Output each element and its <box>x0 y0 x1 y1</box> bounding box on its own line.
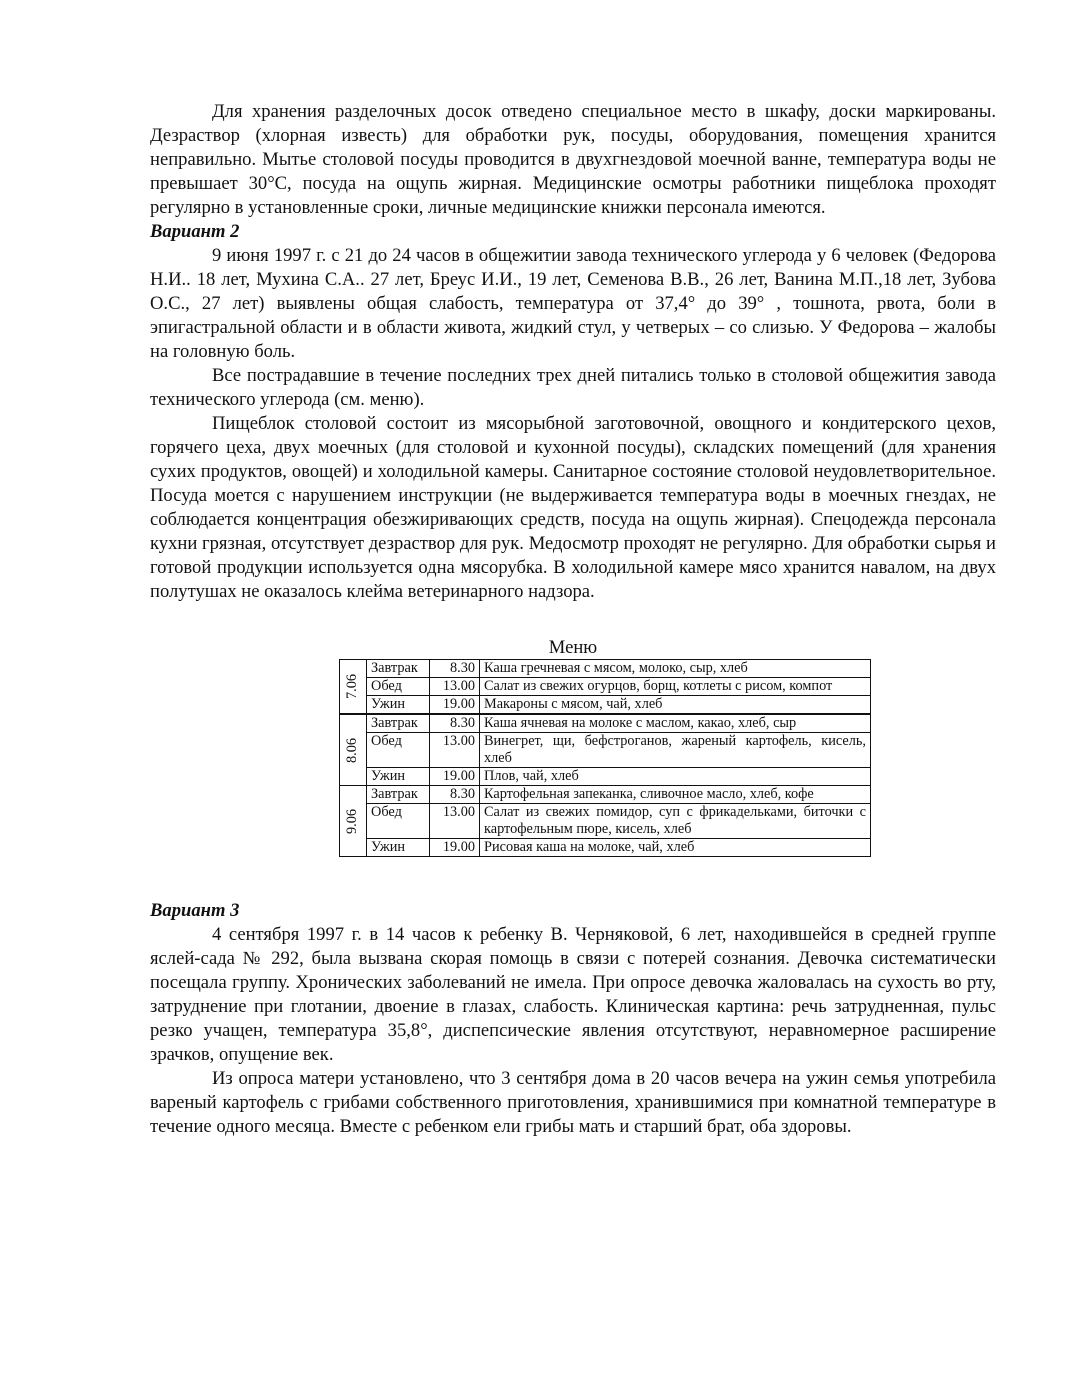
menu-meal-cell: Ужин <box>367 839 430 857</box>
menu-meal-cell: Завтрак <box>367 786 430 804</box>
variant-2-paragraph-3: Пищеблок столовой состоит из мясорыбной заготовочной, овощного и кондитерского цехов, горячего цеха, двух моечных (для столовой и кухонной посуды), складских помещений (для хранения сухих продуктов, овощей) и холодильной камеры. Санитарное состояние столовой неудовлетворительное. Посуда моется с нарушением инструкции (не выдерживается температура воды в моечных гнездах, не соблюдается концентрация обезжиривающих средств, посуда на ощупь жирная). Спецодежда персонала кухни грязная, отсутствует дезраствор для рук. Медосмотр проходят не регулярно. Для обработки сырья и готовой продукции используется одна мясорубка. В холодильной камере мясо хранится навалом, на двух полутушах не оказалось клейма ветеринарного надзора. <box>150 413 996 602</box>
menu-dish-cell: Макароны с мясом, чай, хлеб <box>480 696 871 715</box>
menu-day-cell <box>340 660 367 715</box>
menu-dish-cell: Картофельная запеканка, сливочное масло, хлеб, кофе <box>480 786 871 804</box>
section-spacer <box>150 857 996 899</box>
menu-row <box>340 804 871 839</box>
menu-time-cell: 13.00 <box>430 804 480 839</box>
menu-dish-cell: Салат из свежих огурцов, борщ, котлеты с рисом, компот <box>480 678 871 696</box>
menu-row <box>340 678 871 696</box>
menu-dish-cell: Винегрет, щи, бефстроганов, жареный картофель, кисель, хлеб <box>480 733 871 768</box>
menu-time-cell: 8.30 <box>430 714 480 733</box>
menu-dish-cell: Рисовая каша на молоке, чай, хлеб <box>480 839 871 857</box>
variant-3-paragraph-1: 4 сентября 1997 г. в 14 часов к ребенку В. Черняковой, 6 лет, находившейся в средней группе яслей-сада № 292, была вызвана скорая помощь в связи с потерей сознания. Девочка систематически посещала группу. Хронических заболеваний не имела. При опросе девочка жаловалась на сухость во рту, затруднение при глотании, двоение в глазах, слабость. Клиническая картина: речь затрудненная, пульс резко учащен, температура 35,8°, диспепсические явления отсутствуют, неравномерное расширение зрачков, опущение век. <box>150 924 996 1065</box>
menu-day-label: 8.06 <box>344 737 361 763</box>
variant-2-heading: Вариант 2 <box>150 221 240 242</box>
menu-time-cell: 13.00 <box>430 678 480 696</box>
menu-row <box>340 786 871 804</box>
menu-meal-cell: Обед <box>367 804 430 839</box>
menu-time-cell: 8.30 <box>430 660 480 678</box>
document-page <box>150 100 996 1139</box>
menu-meal-cell: Обед <box>367 678 430 696</box>
menu-meal-cell: Завтрак <box>367 714 430 733</box>
menu-meal-cell: Обед <box>367 733 430 768</box>
menu-title: Меню <box>548 637 598 658</box>
menu-time-cell: 19.00 <box>430 839 480 857</box>
menu-dish-cell: Каша ячневая на молоке с маслом, какао, хлеб, сыр <box>480 714 871 733</box>
variant-2-paragraph-2: Все пострадавшие в течение последних трех дней питались только в столовой общежития завода технического углерода (см. меню). <box>150 365 996 410</box>
variant-2-paragraph-1: 9 июня 1997 г. с 21 до 24 часов в общежитии завода технического углерода у 6 человек (Федорова Н.И.. 18 лет, Мухина С.А.. 27 лет, Бреус И.И., 19 лет, Семенова В.В., 26 лет, Ванина М.П.,18 лет, Зубова О.С., 27 лет) выявлены общая слабость, температура от 37,4° до 39° , тошнота, рвота, боли в эпигастральной области и в области живота, жидкий стул, у четверых – со слизью. У Федорова – жалобы на головную боль. <box>150 245 996 362</box>
menu-day-label: 7.06 <box>344 673 361 700</box>
menu-day-cell <box>340 786 367 857</box>
menu-dish-cell: Плов, чай, хлеб <box>480 768 871 786</box>
menu-meal-cell: Ужин <box>367 696 430 715</box>
menu-meal-cell: Ужин <box>367 768 430 786</box>
menu-row <box>340 714 871 733</box>
menu-dish-cell: Каша гречневая с мясом, молоко, сыр, хлеб <box>480 660 871 678</box>
menu-meal-cell: Завтрак <box>367 660 430 678</box>
menu-row <box>340 696 871 715</box>
menu-row <box>340 733 871 768</box>
menu-time-cell: 19.00 <box>430 696 480 715</box>
menu-day-cell <box>340 714 367 786</box>
variant-3-paragraph-2: Из опроса матери установлено, что 3 сентября дома в 20 часов вечера на ужин семья употребила вареный картофель с грибами собственного приготовления, хранившимися при комнатной температуре в течение одного месяца. Вместе с ребенком ели грибы мать и старший брат, оба здоровы. <box>150 1068 996 1137</box>
menu-day-label: 9.06 <box>344 808 361 834</box>
menu-time-cell: 13.00 <box>430 733 480 768</box>
intro-paragraph: Для хранения разделочных досок отведено специальное место в шкафу, доски маркированы. Дезраствор (хлорная известь) для обработки рук, посуды, оборудования, помещения хранится неправильно. Мытье столовой посуды проводится в двухгнездовой моечной ванне, температура воды не превышает 30°С, посуда на ощупь жирная. Медицинские осмотры работники пищеблока проходят регулярно в установленные сроки, личные медицинские книжки персонала имеются. <box>150 101 996 218</box>
menu-table <box>339 659 871 857</box>
menu-row <box>340 839 871 857</box>
menu-time-cell: 8.30 <box>430 786 480 804</box>
menu-time-cell: 19.00 <box>430 768 480 786</box>
menu-dish-cell: Салат из свежих помидор, суп с фрикадельками, биточки с картофельным пюре, кисель, хлеб <box>480 804 871 839</box>
menu-row <box>340 768 871 786</box>
menu-row <box>340 660 871 678</box>
variant-3-heading: Вариант 3 <box>150 900 240 921</box>
